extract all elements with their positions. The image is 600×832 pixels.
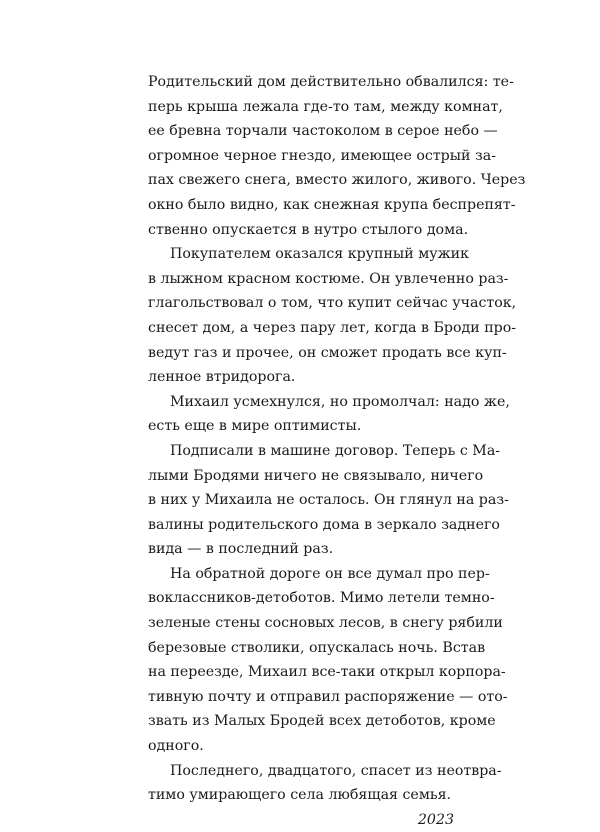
paragraph-1 — [148, 70, 526, 242]
text-line: зеленые стены сосновых лесов, в снегу рябили — [148, 615, 503, 632]
paragraph-2 — [148, 242, 517, 390]
text-line: воклассников-детоботов. Мимо летели темно- — [148, 590, 495, 607]
text-line: вида — в последний раз. — [148, 541, 334, 558]
book-page — [148, 70, 526, 832]
text-line: ее бревна торчали частоколом в серое небо — — [148, 123, 498, 140]
text-line: пах свежего снега, вместо жилого, живого. Через — [148, 172, 526, 189]
text-line: Родительский дом действительно обвалился: те- — [148, 74, 514, 90]
text-line: звать из Малых Бродей всех детоботов, кроме — [148, 713, 496, 730]
text-line: березовые стволики, опускалась ночь. Встав — [148, 639, 486, 656]
text-line: одного. — [148, 738, 204, 755]
text-line: валины родительского дома в зеркало заднего — [148, 516, 500, 533]
text-line: огромное черное гнездо, имеющее острый за- — [148, 147, 497, 164]
paragraph-5 — [148, 562, 508, 759]
text-line: Подписали в машине договор. Теперь с Ма- — [170, 442, 501, 459]
text-line: тивную почту и отправил распоряжение — ото- — [148, 688, 508, 705]
text-line: Последнего, двадцатого, спасет из неотвра- — [170, 762, 502, 779]
text-line: ленное втридорога. — [148, 369, 296, 386]
paragraph-4 — [148, 439, 509, 562]
text-line: ственно опускается в нутро стылого дома. — [148, 221, 469, 238]
paragraph-6 — [148, 759, 502, 808]
text-line: снесет дом, а через пару лет, когда в Броди про- — [148, 319, 517, 336]
text-line: окно было видно, как снежная крупа беспрепят- — [148, 196, 516, 213]
date-signature: 2023 — [417, 811, 454, 828]
text-line: На обратной дороге он все думал про пер- — [170, 565, 490, 582]
text-line: в них у Михаила не осталось. Он глянул на раз- — [148, 492, 509, 509]
text-line: Покупателем оказался крупный мужик — [170, 246, 469, 263]
text-line: Михаил усмехнулся, но промолчал: надо же, — [170, 393, 510, 410]
text-line: есть еще в мире оптимисты. — [148, 418, 362, 435]
text-line: лыми Бродями ничего не связывало, ничего — [148, 467, 484, 484]
text-line: на переезде, Михаил все-таки открыл корпора- — [148, 664, 506, 681]
text-line: глагольствовал о том, что купит сейчас участок, — [148, 295, 517, 312]
text-line: в лыжном красном костюме. Он увлеченно раз- — [148, 270, 509, 287]
text-line: перь крыша лежала где-то там, между комнат, — [148, 98, 503, 115]
text-line: ведут газ и прочее, он сможет продать все куп- — [148, 344, 507, 361]
paragraph-3 — [148, 390, 510, 439]
text-line: тимо умирающего села любящая семья. — [148, 787, 452, 804]
